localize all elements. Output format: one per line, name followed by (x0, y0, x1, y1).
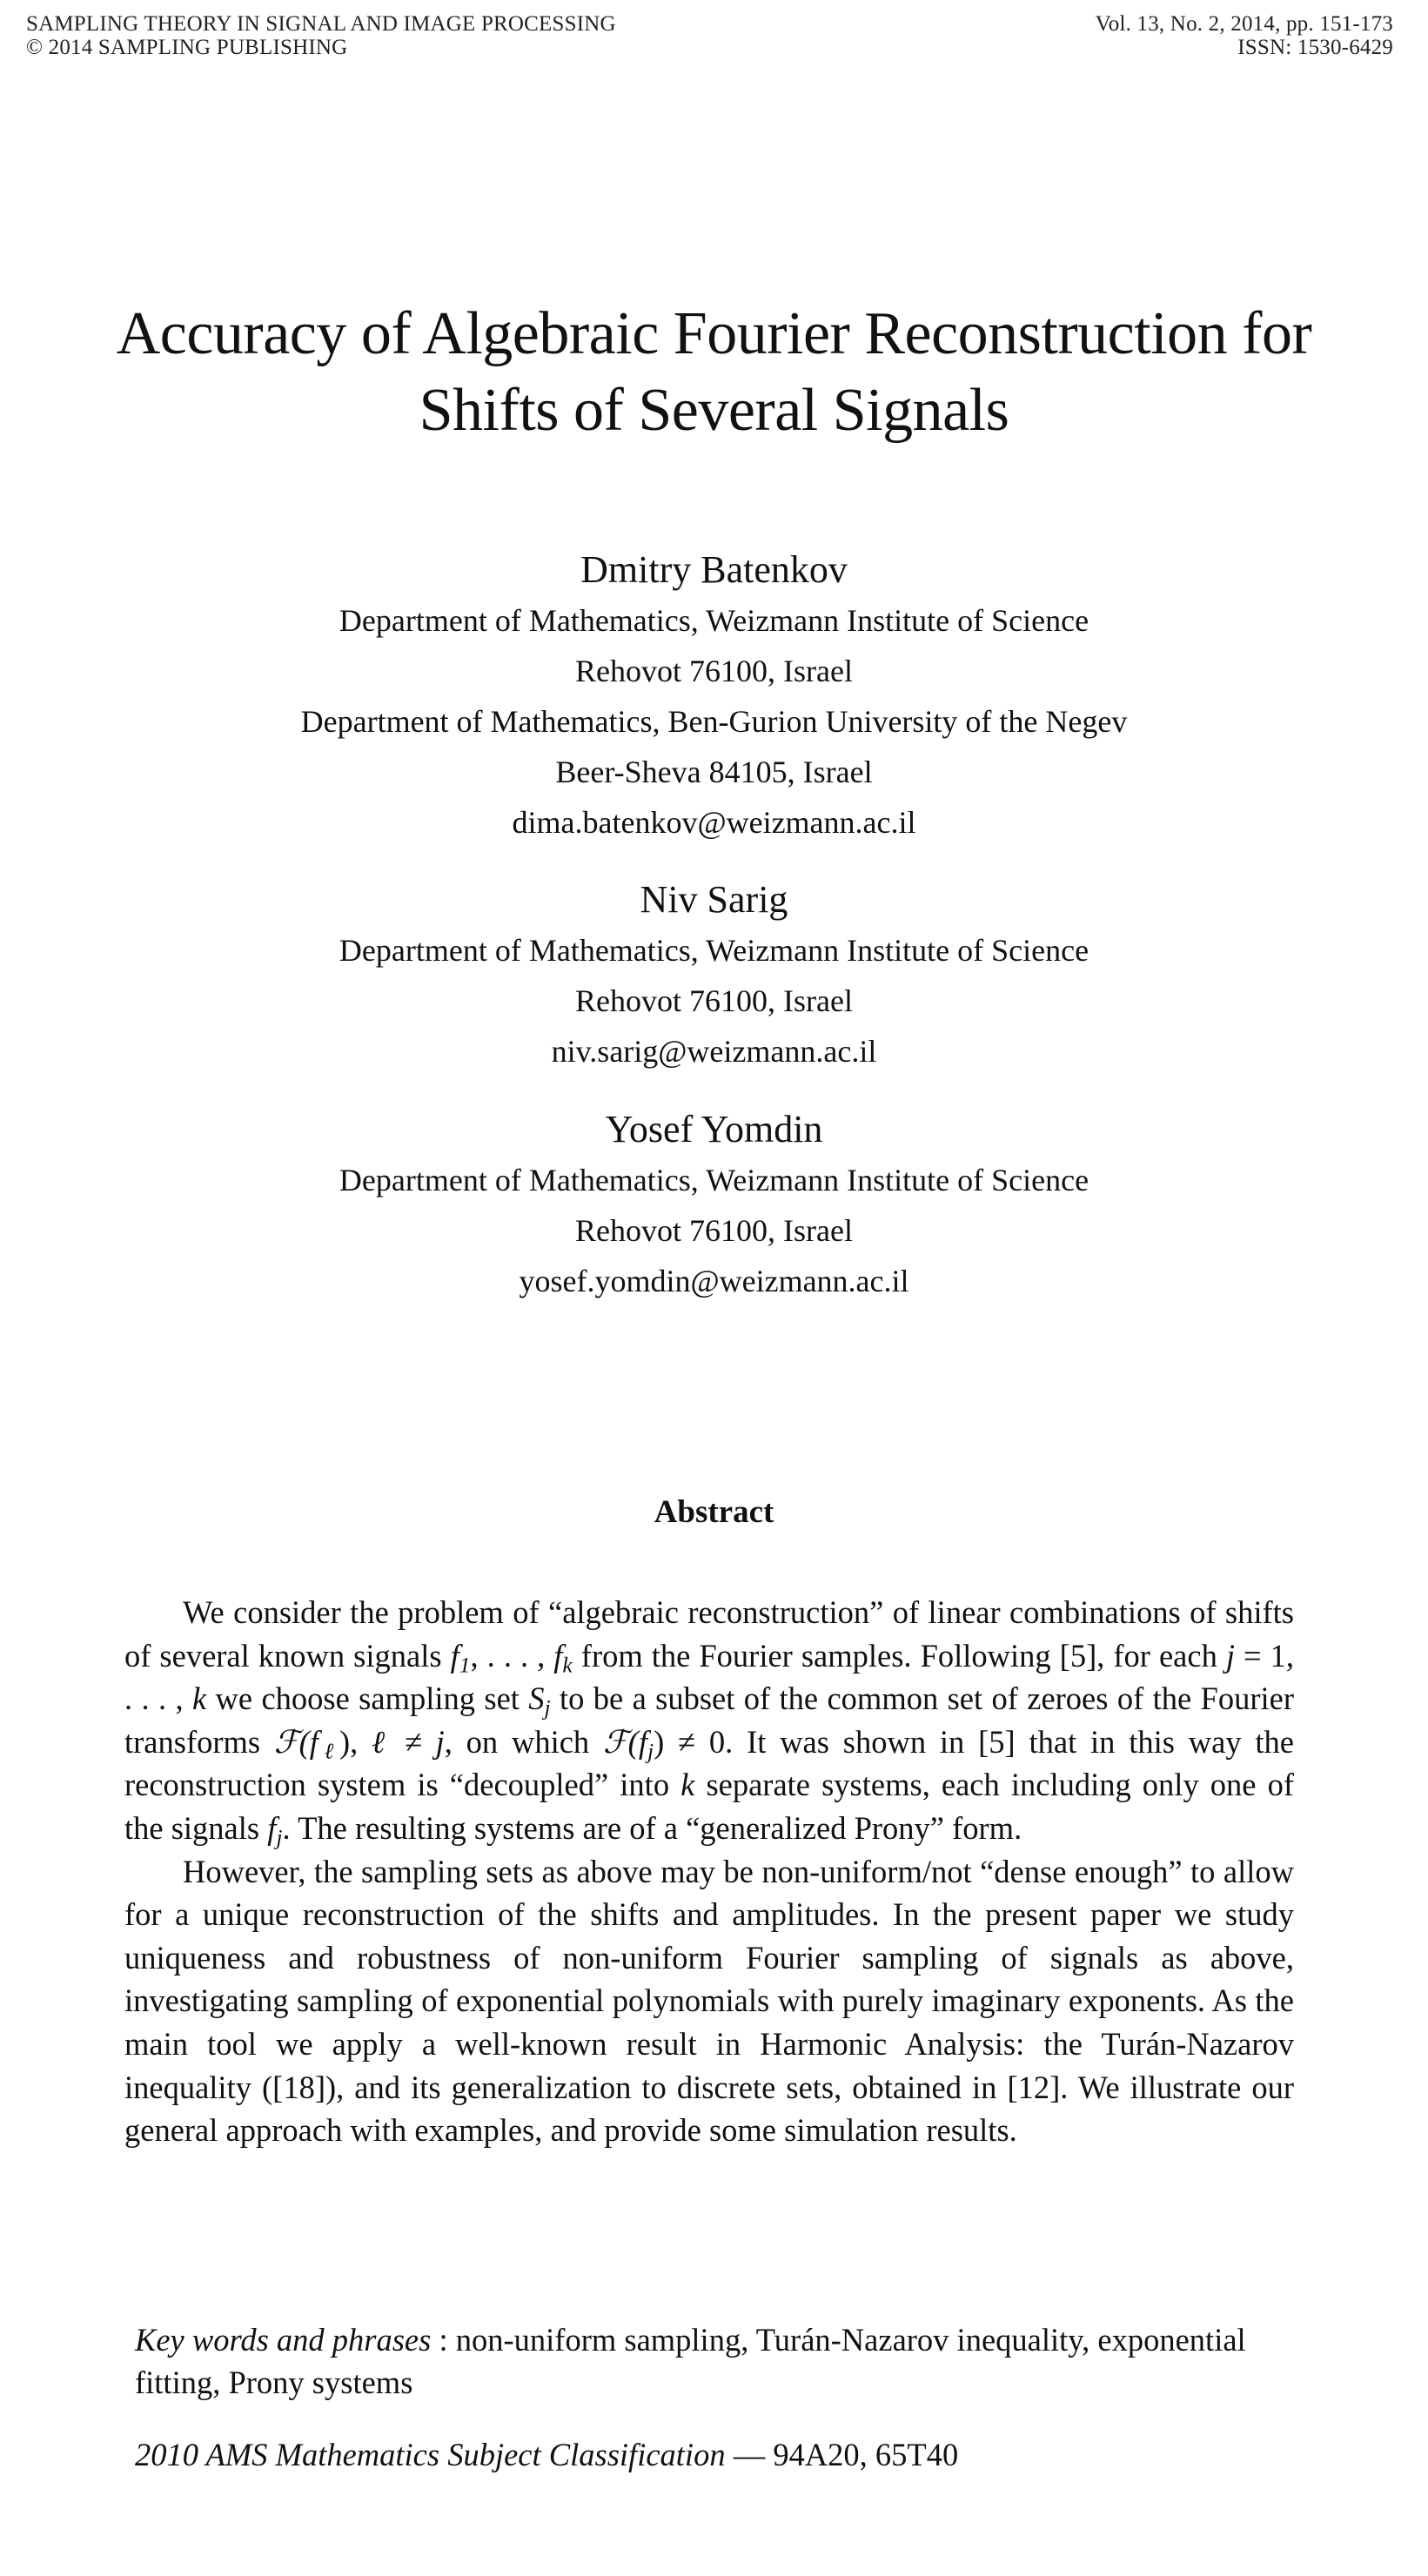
paper-title (0, 296, 1428, 449)
author-affiliation: Department of Mathematics, Weizmann Institute of Science (339, 933, 1089, 968)
math: j (1225, 1637, 1235, 1674)
text: we choose sampling set (206, 1680, 529, 1717)
author-name: Dmitry Batenkov (580, 548, 848, 591)
text: ), (339, 1723, 372, 1760)
text: , . . . , (470, 1637, 554, 1674)
author-affiliation: Department of Mathematics, Weizmann Institute of Science (339, 603, 1089, 638)
ams-codes: 94A20, 65T40 (773, 2437, 959, 2472)
abstract-paragraph-1 (124, 1591, 1294, 1850)
text: We consider the problem of “algebraic reconstruction” of linear combinations of shifts of several known signals (124, 1594, 1294, 1674)
author-address: Rehovot 76100, Israel (575, 983, 853, 1018)
keywords-text: non-uniform sampling, Turán-Nazarov inequality, exponential fitting, Prony systems (135, 2322, 1246, 2400)
author-name: Yosef Yomdin (605, 1108, 823, 1150)
text: = 1, . . . , (124, 1637, 1295, 1717)
text: to be a subset of the common set of zeroes of the Fourier transforms (124, 1680, 1294, 1760)
author-affiliation: Department of Mathematics, Weizmann Institute of Science (339, 1163, 1089, 1197)
keywords-separator: : (431, 2322, 456, 2358)
math: $f_j$ (267, 1809, 283, 1850)
author-block (0, 1104, 1428, 1306)
keywords-label: Key words and phrases (135, 2322, 432, 2358)
text: , on which (444, 1723, 603, 1760)
text: from the Fourier samples. Following [5], for each (572, 1637, 1226, 1674)
ams-label: 2010 AMS Mathematics Subject Classification (135, 2437, 726, 2472)
author-email: dima.batenkov@weizmann.ac.il (512, 805, 916, 840)
author-name: Niv Sarig (640, 878, 788, 921)
abstract-heading: Abstract (654, 1494, 774, 1530)
abstract-paragraph-2: However, the sampling sets as above may be non-uniform/not “dense enough” to allow for a unique reconstruction of the shifts and amplitudes. In the present paper we study uniqueness and robustness of non-uniform Fourier sampling of signals as above, investigating sampling of exponential polynomials with purely imaginary exponents. As the main tool we apply a well-known result in Harmonic Analysis: the Turán-Nazarov inequality ([18]), and its generalization to discrete sets, obtained in [12]. We illustrate our general approach with examples, and provide some simulation results. (124, 1853, 1294, 2149)
title-line-1: Accuracy of Algebraic Fourier Reconstruction for (116, 300, 1312, 367)
math: $f_k$ (553, 1637, 573, 1677)
author-address: Rehovot 76100, Israel (575, 654, 853, 688)
ams-separator: — (725, 2437, 774, 2472)
title-line-2: Shifts of Several Signals (419, 377, 1009, 444)
journal-name: SAMPLING THEORY IN SIGNAL AND IMAGE PROCESSING (26, 12, 616, 36)
running-header-right (1096, 12, 1393, 59)
author-address: Beer-Sheva 84105, Israel (555, 755, 873, 789)
author-affiliation: Department of Mathematics, Ben-Gurion University of the Negev (300, 704, 1128, 739)
ams-classification (135, 2433, 958, 2476)
math: $ℱ(f_\ell$ (273, 1723, 339, 1764)
math: k (191, 1680, 207, 1717)
volume-info: Vol. 13, No. 2, 2014, pp. 151-173 (1095, 12, 1393, 36)
math: ℓ ≠ j (372, 1723, 445, 1760)
abstract-body (124, 1591, 1294, 2152)
math: $S_j$ (528, 1680, 551, 1721)
keywords (135, 2318, 1301, 2404)
running-header-left (26, 12, 616, 59)
copyright-notice: © 2014 SAMPLING PUBLISHING (26, 36, 348, 59)
text: separate systems, each including only one of the signals (124, 1767, 1294, 1846)
author-block (0, 875, 1428, 1077)
author-block (0, 545, 1428, 848)
author-email: niv.sarig@weizmann.ac.il (551, 1034, 877, 1069)
text: . The resulting systems are of a “generalized Prony” form. (282, 1809, 1022, 1846)
text: ) ≠ 0. It was shown in [5] that in this way the reconstruction system is “decoupled” into (124, 1723, 1294, 1803)
author-email: yosef.yomdin@weizmann.ac.il (519, 1264, 909, 1298)
math: $f_1$ (450, 1637, 471, 1677)
math: $ℱ(f_j$ (602, 1723, 654, 1764)
issn: ISSN: 1530-6429 (1237, 36, 1393, 59)
author-address: Rehovot 76100, Israel (575, 1213, 853, 1248)
math: k (680, 1767, 695, 1803)
